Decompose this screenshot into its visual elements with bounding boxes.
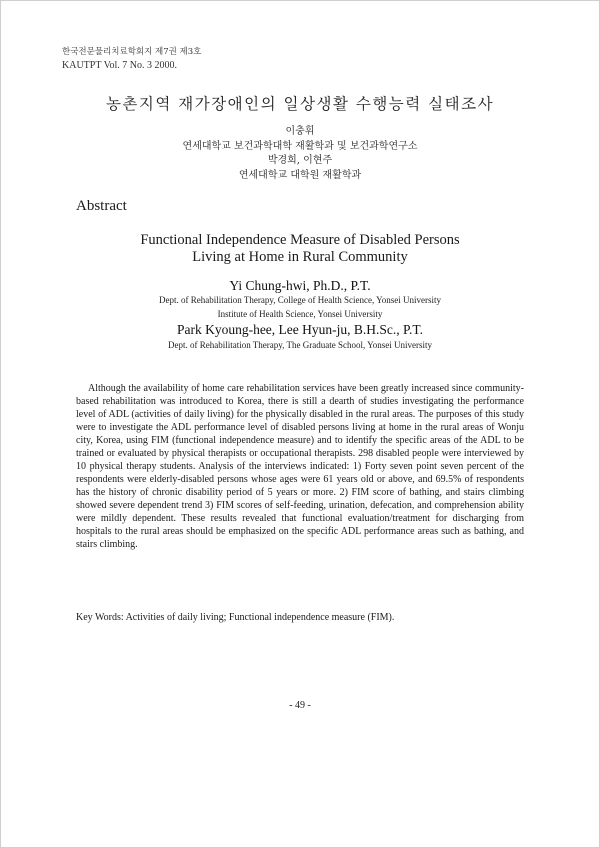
abstract-body: Although the availability of home care rehabilitation services have been greatly increased since community-based rehabilitation was introduced to Korea, there is still a dearth of studies investigating the performance level of ADL (activities of daily living) for the physically disabled in the rural areas. The purposes of this study were to investigate the ADL performance level of disabled persons living at home in the rural areas of Wonju city, Korea, using FIM (functional independence measure) and to identify the specific areas of the ADL to be trained or evaluated by physical therapists or occupational therapists. 298 disabled people were interviewed by 10 physical therapy students. Analysis of the interviews indicated: 1) Forty seven point seven percent of the respondents were elderly-disabled persons whose ages were 61 years old or above, and 69.5% of respondents has the history of chronic disability period of 5 years or more. 2) FIM score of bathing, and stairs climbing showed severe dependent trend 3) FIM scores of self-feeding, urination, defecation, and comprehension ability were mildly dependent. These results revealed that functional evaluation/treatment for discharging from hospitals to the rural areas should be emphasized on the specific ADL performance areas such as bathing, and stairs climbing.	[76, 383, 524, 550]
korean-affiliation-2: 연세대학교 대학원 재활학과	[238, 169, 362, 181]
journal-name-korean: 한국전문물리치료학회지 제7권 제3호	[62, 47, 202, 57]
english-author-2: Park Kyoung-hee, Lee Hyun-ju, B.H.Sc., P.T.	[176, 322, 424, 337]
english-affiliation-1b: Institute of Health Science, Yonsei University	[217, 309, 383, 319]
english-affiliation-2: Dept. of Rehabilitation Therapy, The Graduate School, Yonsei University	[167, 340, 433, 350]
english-title-line-1: Functional Independence Measure of Disabled Persons	[140, 232, 460, 248]
keywords: Key Words: Activities of daily living; Functional independence measure (FIM).	[76, 612, 395, 623]
korean-title: 농촌지역 재가장애인의 일상생활 수행능력 실태조사	[105, 95, 495, 113]
journal-volume-info: KAUTPT Vol. 7 No. 3 2000.	[62, 60, 178, 71]
korean-author-2: 박경희, 이현주	[267, 155, 333, 166]
english-title-line-2: Living at Home in Rural Community	[192, 249, 408, 265]
english-affiliation-1a: Dept. of Rehabilitation Therapy, College of Health Science, Yonsei University	[159, 295, 441, 305]
english-author-1: Yi Chung-hwi, Ph.D., P.T.	[229, 278, 371, 293]
korean-author-1: 이충휘	[285, 126, 315, 137]
page-number: - 49 -	[289, 700, 311, 711]
korean-authors-block	[0, 125, 600, 183]
journal-header	[62, 46, 201, 72]
english-title	[0, 232, 600, 266]
abstract-heading: Abstract	[76, 198, 127, 214]
korean-affiliation-1: 연세대학교 보건과학대학 재활학과 및 보건과학연구소	[182, 140, 418, 152]
